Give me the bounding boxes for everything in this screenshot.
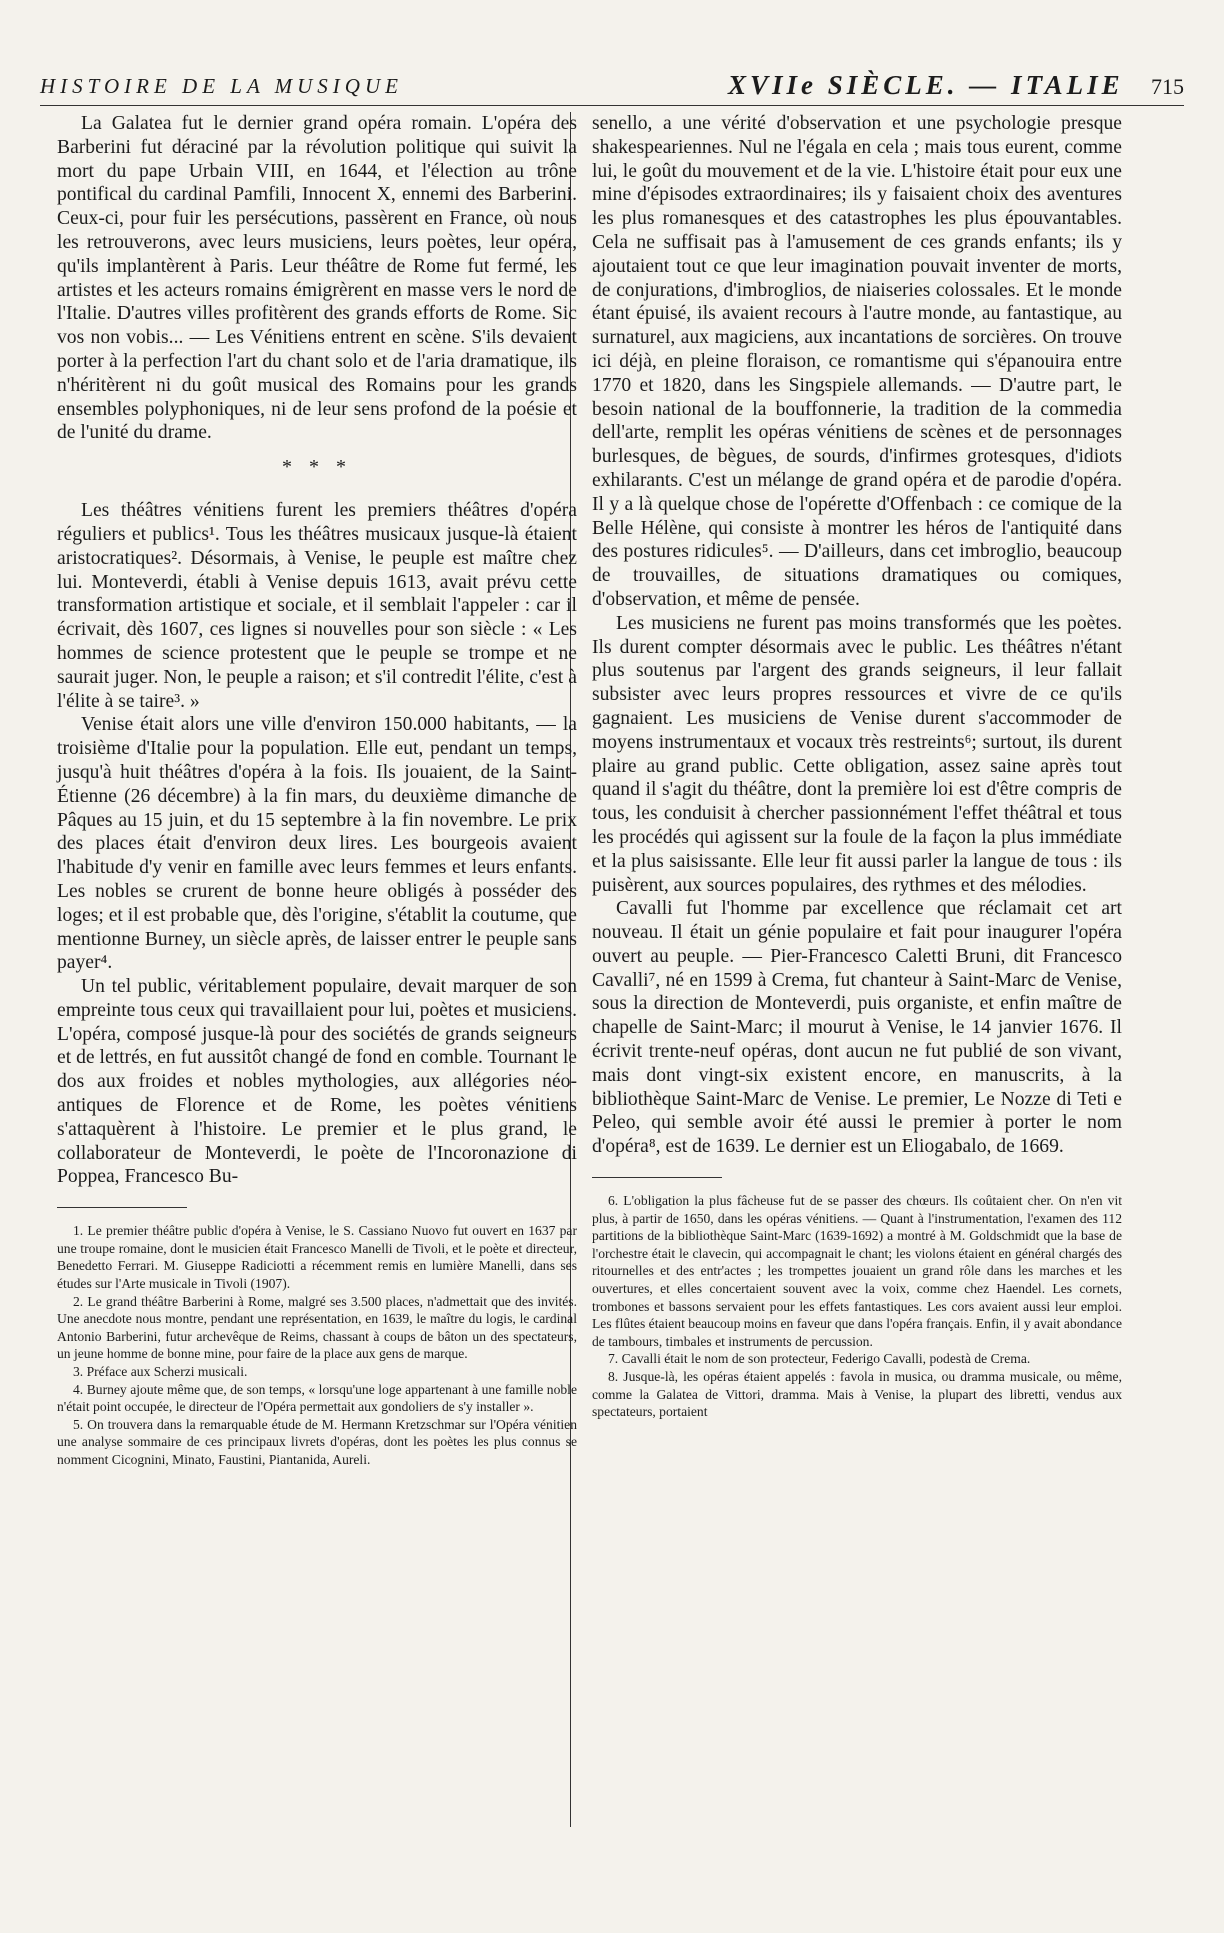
section-break: * * * [282,456,352,479]
footnote-rule [57,1207,187,1208]
left-column [57,112,577,1469]
footnote: 5. On trouvera dans la remarquable étude de M. Hermann Kretzschmar sur l'Opéra vénitien une analyse sommaire de ces principaux livrets d'opéras, dont les poètes les plus connus se nomment Cicognini, Minato, Faustini, Piantanida, Aureli. [57,1416,577,1467]
right-column [592,112,1122,1421]
right-footnotes [592,1192,1122,1421]
footnote: 8. Jusque-là, les opéras étaient appelés : favola in musica, ou dramma musicale, ou même, comme la Galatea de Vittori, dramma. Mais à Venise, la plupart des libretti, vendus aux spectateurs, portaient [592,1369,1122,1420]
footnote: 7. Cavalli était le nom de son protecteur, Federigo Cavalli, podestà de Crema. [608,1351,1031,1367]
paragraph: Les théâtres vénitiens furent les premiers théâtres d'opéra réguliers et publics¹. Tous les théâtres musicaux jusque-là étaient aristocratiques². Désormais, à Venise, le peuple est maître chez lui. Monteverdi, établi à Venise depuis 1613, avait prévu cette transformation artistique et sociale, et il semblait l'appeler : car il écrivait, dès 1607, ces lignes si nouvelles pour son siècle : « Les hommes de science protestent que le peuple se trompe et ne saurait juger. Non, le peuple a raison; et s'il contredit l'élite, c'est à l'élite à se taire³. » [57,500,577,712]
paragraph: Cavalli fut l'homme par excellence que réclamait cet art nouveau. Il était un génie populaire et fait pour inaugurer l'opéra ouvert au peuple. — Pier-Francesco Caletti Bruni, dit Francesco Cavalli⁷, né en 1599 à Crema, fut chanteur à Saint-Marc de Venise, sous la direction de Monteverdi, puis organiste, et enfin maître de chapelle de Saint-Marc; il mourut à Venise, le 14 janvier 1676. Il écrivit trente-neuf opéras, dont aucun ne fut publié de son vivant, mais dont vingt-six existent encore, en manuscrits, à la bibliothèque Saint-Marc de Venise. Le premier, Le Nozze di Teti e Peleo, qui semble avoir été aussi le premier à porter le nom d'opéra⁸, est de 1639. Le dernier est un Eliogabalo, de 1669. [592,898,1122,1158]
left-body [57,112,577,1189]
paragraph: senello, a une vérité d'observation et une psychologie presque shakespeariennes. Nul ne l'égala en cela ; mais tous eurent, comme lui, le goût du mouvement et de la vie. L'histoire était pour eux une mine d'épisodes extraordinaires; ils y faisaient choix des aventures les plus romanesques et des catastrophes les plus épouvantables. Cela ne suffisait pas à l'amusement de ces grands enfants; ils y ajoutaient tout ce que leur imagination pouvait inventer de morts, de conjurations, d'imbroglios, de niaiseries colossales. Et le monde étant épuisé, ils avaient recours à l'autre monde, au fantastique, au surnaturel, aux magiciens, aux incantations de sorcières. On trouve ici déjà, en pleine floraison, ce romantisme qui s'épanouira entre 1770 et 1820, dans les Singspiele allemands. — D'autre part, le besoin national de la bouffonnerie, la tradition de la commedia dell'arte, remplit les opéras vénitiens de scènes et de personnages burlesques, de bègues, de sourds, d'infirmes grotesques, d'idiots exhilarants. C'est un mélange de grand opéra et de parodie d'opéra. Il y a là quelque chose de l'opérette d'Offenbach : ce comique de la Belle Hélène, qui consiste à montrer les héros de l'antiquité dans des postures ridicules⁵. — D'ailleurs, dans cet imbroglio, beaucoup de trouvailles, de situations dramatiques ou comiques, d'observation, et même de pensée. [592,113,1122,610]
running-header [40,70,1184,106]
paragraph: Venise était alors une ville d'environ 150.000 habitants, — la troisième d'Italie pour la population. Elle eut, pendant un temps, jusqu'à huit théâtres d'opéra à la fois. Ils jouaient, de la Saint-Étienne (26 décembre) à la fin mars, du deuxième dimanche de Pâques au 15 juin, et du 15 septembre à la fin novembre. Le prix des places était d'environ deux lires. Les bourgeois avaient l'habitude d'y venir en famille avec leurs femmes et leurs enfants. Les nobles se crurent de bonne heure obligés à posséder des loges; et il est probable que, dès l'origine, s'établit la coutume, que mentionne Burney, un siècle après, de laisser entrer le peuple sans payer⁴. [57,714,577,974]
footnote: 6. L'obligation la plus fâcheuse fut de se passer des chœurs. Ils coûtaient cher. On n'en vit plus, à partir de 1650, dans les opéras vénitiens. — Quant à l'instrumentation, l'examen des 112 partitions de la bibliothèque Saint-Marc (1639-1692) a montré à M. Goldschmidt que la base de l'orchestre était le clavecin, qui accompagnait le chant; les violons étaient en général chargés des ritournelles et des entr'actes ; les trompettes jouaient un grand rôle dans les marches et les ouvertures, et elles concertaient souvent avec la voix, comme chez Haendel. Les cornets, trombones et bassons servaient pour les effets fantastiques. Les cors avaient aussi leur emploi. Les flûtes étaient beaucoup moins en faveur que dans l'opéra français. Enfin, il y avait abondance de tambours, timbales et instruments de percussion. [592,1193,1122,1349]
header-rule [40,105,1184,106]
section-title: XVIIe SIÈCLE. — ITALIE [728,70,1124,100]
page-number: 715 [1151,74,1184,99]
footnote: 1. Le premier théâtre public d'opéra à Venise, le S. Cassiano Nuovo fut ouvert en 1637 par une troupe romaine, dont le musicien était Francesco Manelli de Tivoli, et le poète et directeur, Benedetto Ferrari. M. Giuseppe Radiciotti a récemment remis en lumière Manelli, dans ses études sur l'Arte musicale in Tivoli (1907). [57,1223,577,1292]
footnote: 2. Le grand théâtre Barberini à Rome, malgré ses 3.500 places, n'admettait que des invités. Une anecdote nous montre, pendant une représentation, en 1639, le maître du logis, le cardinal Antonio Barberini, futur archevêque de Reims, chassant à coups de bâton un des spectateurs, un jeune homme de bonne mine, pour faire de la place aux gens de marque. [57,1293,577,1362]
running-title: HISTOIRE DE LA MUSIQUE [40,74,403,98]
left-footnotes [57,1222,577,1468]
paragraph: Les musiciens ne furent pas moins transformés que les poètes. Ils durent compter désormais avec le public. Les théâtres n'étant plus soutenus par l'argent des grands seigneurs, il leur fallait subsister avec leurs propres ressources et vivre de ce qu'ils gagnaient. Les musiciens de Venise durent s'accommoder de moyens instrumentaux et vocaux très restreints⁶; surtout, ils durent plaire au grand public. Cette obligation, assez saine après tout quand il s'agit du théâtre, dont la première loi est d'être compris de tous, les conduisit à chercher passionnément l'effet théâtral et tous les procédés qui agissent sur la foule de la façon la plus immédiate et la plus saisissante. Elle leur fit aussi parler la langue de tous : ils puisèrent, aux sources populaires, des rythmes et des mélodies. [592,612,1122,896]
paragraph: La Galatea fut le dernier grand opéra romain. L'opéra des Barberini fut déraciné par la révolution politique qui suivit la mort du pape Urbain VIII, en 1644, et l'élection au trône pontifical du cardinal Pamfili, Innocent X, ennemi des Barberini. Ceux-ci, pour fuir les persécutions, passèrent en France, où nous les retrouverons, avec leurs musiciens, leurs poètes, leur opéra, qu'ils implantèrent à Paris. Leur théâtre de Rome fut fermé, les artistes et les acteurs romains émigrèrent en masse vers le nord de l'Italie. D'autres villes profitèrent des grands efforts de Rome. Sic vos non vobis... — Les Vénitiens entrent en scène. S'ils devaient porter à la perfection l'art du chant solo et de l'aria dramatique, ils n'héritèrent ni du goût musical des Romains pour les grands ensembles polyphoniques, ni de leur sens profond de la poésie et de l'unité du drame. [57,113,577,444]
footnote: 3. Préface aux Scherzi musicali. [73,1364,248,1380]
right-body [592,112,1122,1159]
paragraph: Un tel public, véritablement populaire, devait marquer de son empreinte tous ceux qui travaillaient pour lui, poètes et musiciens. L'opéra, composé jusque-là pour des sociétés de grands seigneurs et de lettrés, en fut aussitôt changé de fond en comble. Tournant le dos aux froides et nobles mythologies, aux allégories néo-antiques de Florence et de Rome, les poètes vénitiens s'attaquèrent à l'histoire. Le premier et le plus grand, le collaborateur de Monteverdi, le poète de l'Incoronazione di Poppea, Francesco Bu- [57,976,577,1188]
footnote-rule [592,1177,722,1178]
footnote: 4. Burney ajoute même que, de son temps, « lorsqu'une loge appartenant à une famille noble n'était point occupée, le directeur de l'Opéra permettait aux gondoliers de s'y installer ». [57,1381,577,1415]
